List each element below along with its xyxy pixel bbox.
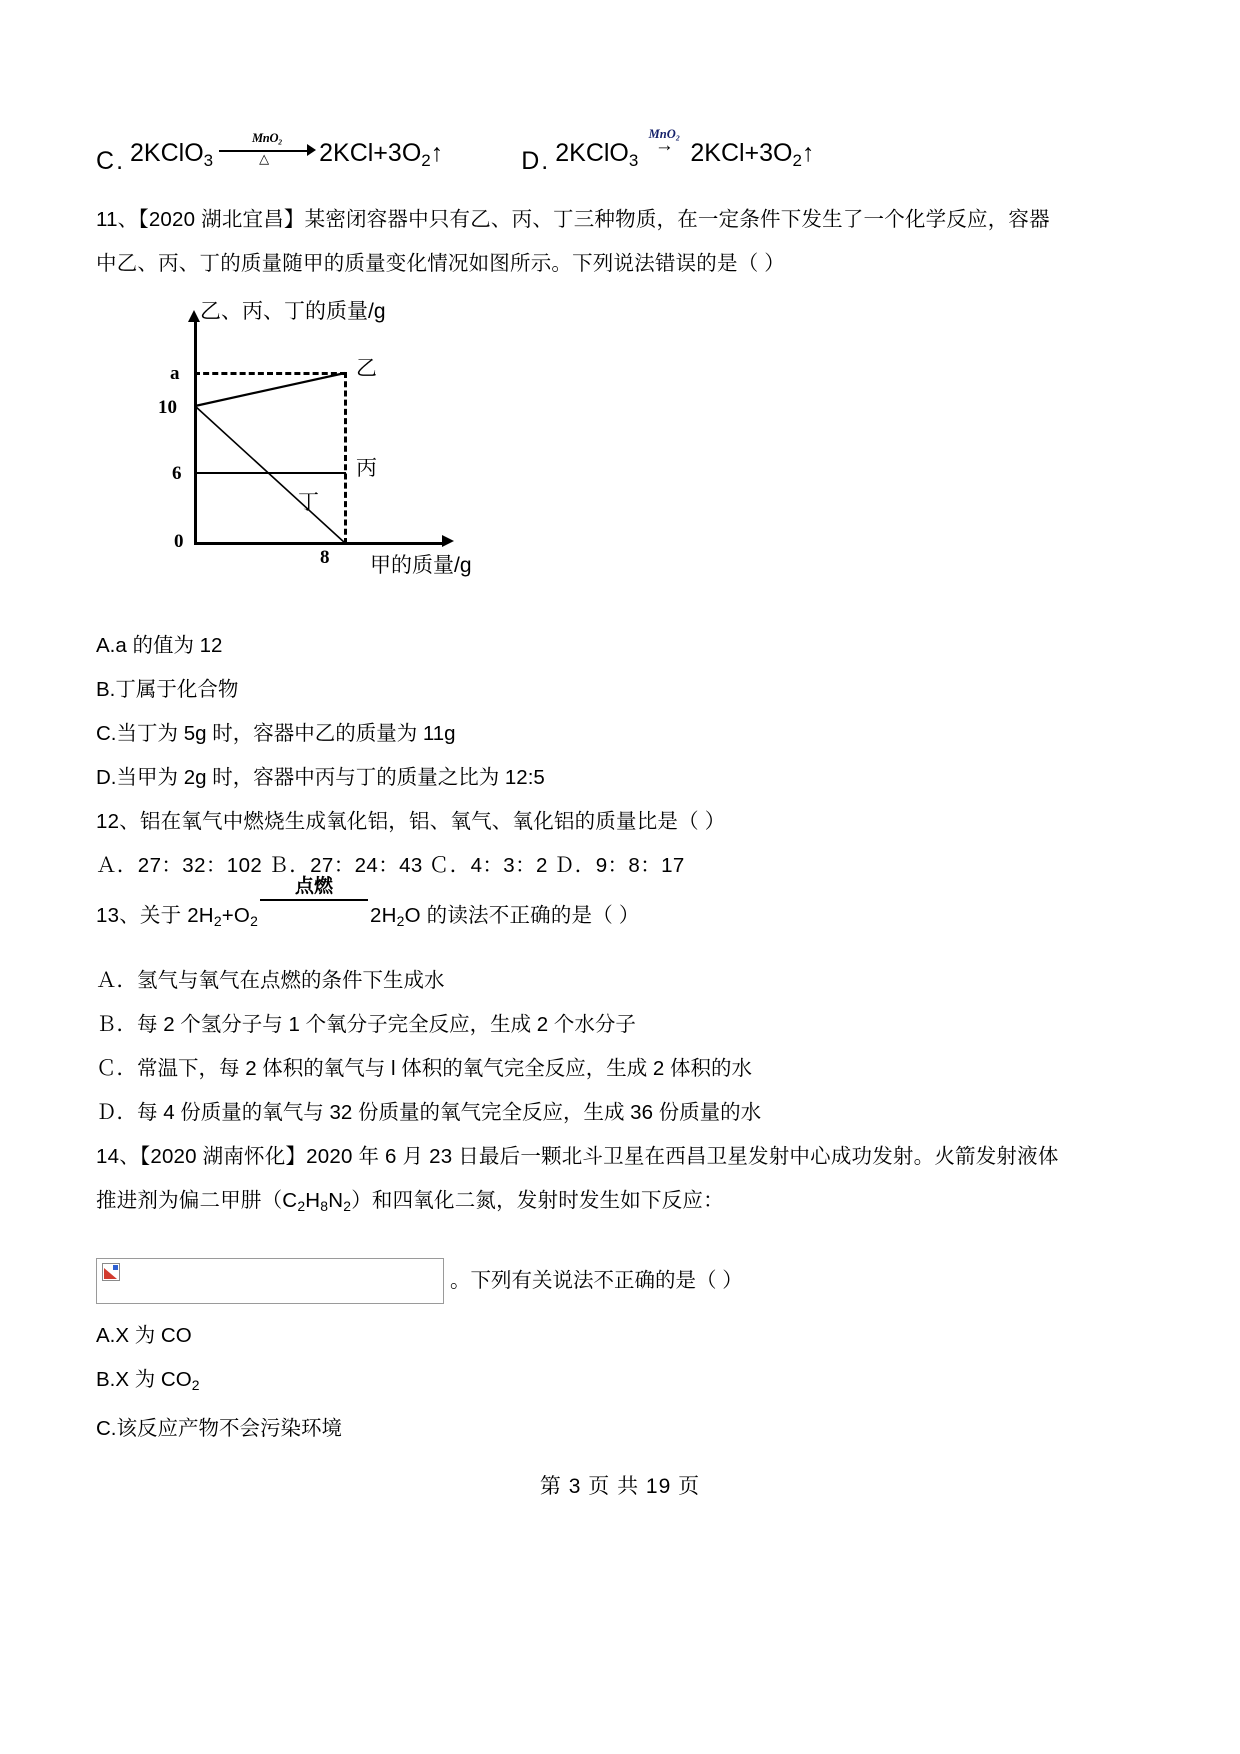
question-13-stem [96,876,1154,949]
question-11-option-a: A.a 的值为 12 [96,634,223,657]
question-14-equation-image-row [96,1258,1154,1304]
option-c-products: $2KCl+3O_2↑$ [319,139,444,170]
spacer [96,590,1154,624]
option-c-label: C [96,147,115,175]
option-d-separator: . [541,147,549,175]
option-c-separator: . [116,147,124,175]
question-13-option-d: Ｄ．每 4 份质量的氧气与 32 份质量的氧气完全反应，生成 36 份质量的水 [96,1100,762,1124]
q13-sub-1: 2 [213,912,222,929]
q14-opt-b-prefix: B.X 为 CO [96,1367,192,1391]
reaction-arrow-icon [219,131,315,174]
catalyst-label: MnO₂ [251,131,283,145]
series-label-yi: 乙 [356,357,377,380]
question-11-line-1: 11、【2020 湖北宜昌】某密闭容器中只有乙、丙、丁三种物质，在一定条件下发生了一个化学反应，容器 [96,208,1050,231]
chart-x-axis-title: 甲的质量/g [370,554,472,577]
ignite-condition-label: 点燃 [294,876,334,897]
series-line-ding [195,406,345,543]
question-13-option-a: Ａ．氢气与氧气在点燃的条件下生成水 [96,968,445,992]
question-12-stem: 12、铝在氧气中燃烧生成氧化铝，铝、氧气、氧化铝的质量比是（ ） [96,810,726,833]
option-c-reactant: 2KClO$_3$ [130,139,214,170]
q14-mid-1: H [305,1188,321,1212]
q13-sub-2: 2 [250,912,259,929]
page-footer: 第 3 页 共 19 页 [539,1475,701,1498]
spacer [96,1304,1154,1314]
q13-sub-3: 2 [396,912,405,929]
y-tick-6: 6 [172,463,182,484]
question-14-line-1: 14、【2020 湖南怀化】2020 年 6 月 23 日最后一颗北斗卫星在西昌卫星发射中心成功发射。火箭发射液体 [96,1144,1059,1168]
broken-image-icon [102,1263,120,1281]
question-14-option-b [96,1358,1154,1407]
question-11-option-d: D.当甲为 2g 时，容器中丙与丁的质量之比为 12:5 [96,766,545,789]
spacer [96,176,1154,198]
q14-prefix: 推进剂为偏二甲肼（C [96,1188,298,1212]
q13-tail: O 的读法不正确的是（ ） [404,904,640,927]
question-11-option-c: C.当丁为 5g 时，容器中乙的质量为 11g [96,722,456,745]
mass-change-chart [148,300,578,590]
q13-prefix: 13、关于 2H [96,904,214,927]
question-14-option-c: C.该反应产物不会污染环境 [96,1416,342,1440]
equation-option-c [96,131,444,176]
x-tick-8: 8 [320,547,330,568]
y-tick-10: 10 [158,397,177,418]
broken-image-square [113,1265,118,1270]
catalyst-label: MnO₂ [648,127,681,141]
chart-series-svg [148,300,578,590]
heat-symbol-icon: △ [259,151,270,166]
equation-option-d [521,127,815,176]
spacer [96,949,1154,959]
question-11-option-b: B.丁属于化合物 [96,678,239,701]
y-tick-0: 0 [174,531,184,552]
spacer [96,1228,1154,1250]
question-14-option-a: A.X 为 CO [96,1323,192,1347]
question-11-line-2: 中乙、丙、丁的质量随甲的质量变化情况如图所示。下列说法错误的是（ ） [96,252,785,275]
series-line-yi [195,373,345,406]
chart-y-axis-title: 乙、丙、丁的质量/g [200,300,386,323]
question-14-line-2 [96,1179,1154,1228]
q14-sub-2: 8 [320,1197,329,1214]
q14-sub-1: 2 [297,1197,306,1214]
page-content [96,127,1154,1451]
question-12-options: Ａ．27：32：102 Ｂ．27：24：43 Ｃ．4：3：2 Ｄ．9：8：17 [96,854,685,877]
arrow-shaft [260,899,368,901]
q14-opt-b-sub: 2 [191,1376,200,1393]
broken-image-placeholder [96,1258,444,1304]
q14-tail: ）和四氧化二氮，发射时发生如下反应： [351,1188,724,1212]
q13-product: 2H [370,904,397,927]
question-13-option-b: Ｂ．每 2 个氢分子与 1 个氧分子完全反应，生成 2 个水分子 [96,1012,636,1036]
equation-options-row [96,127,1154,176]
series-label-bing: 丙 [356,457,377,480]
q13-mid: +O [221,904,251,927]
q14-mid-2: N [328,1188,344,1212]
option-d-reactant: 2KClO$_3$ [555,139,639,170]
question-13-option-c: Ｃ．常温下，每 2 体积的氧气与 l 体积的氧气完全反应，生成 2 体积的水 [96,1056,753,1080]
ignite-arrow-icon [260,876,368,926]
option-d-products: $2KCl+3O_2↑$ [690,139,815,170]
arrow-glyph: → [654,135,674,156]
reaction-arrow-short-icon [644,127,684,172]
question-14-after-image-text: 。下列有关说法不正确的是（ ） [450,1268,743,1292]
q14-sub-3: 2 [343,1197,352,1214]
option-d-label: D [521,147,540,175]
series-label-ding: 丁 [298,491,319,514]
y-tick-a: a [170,363,180,384]
